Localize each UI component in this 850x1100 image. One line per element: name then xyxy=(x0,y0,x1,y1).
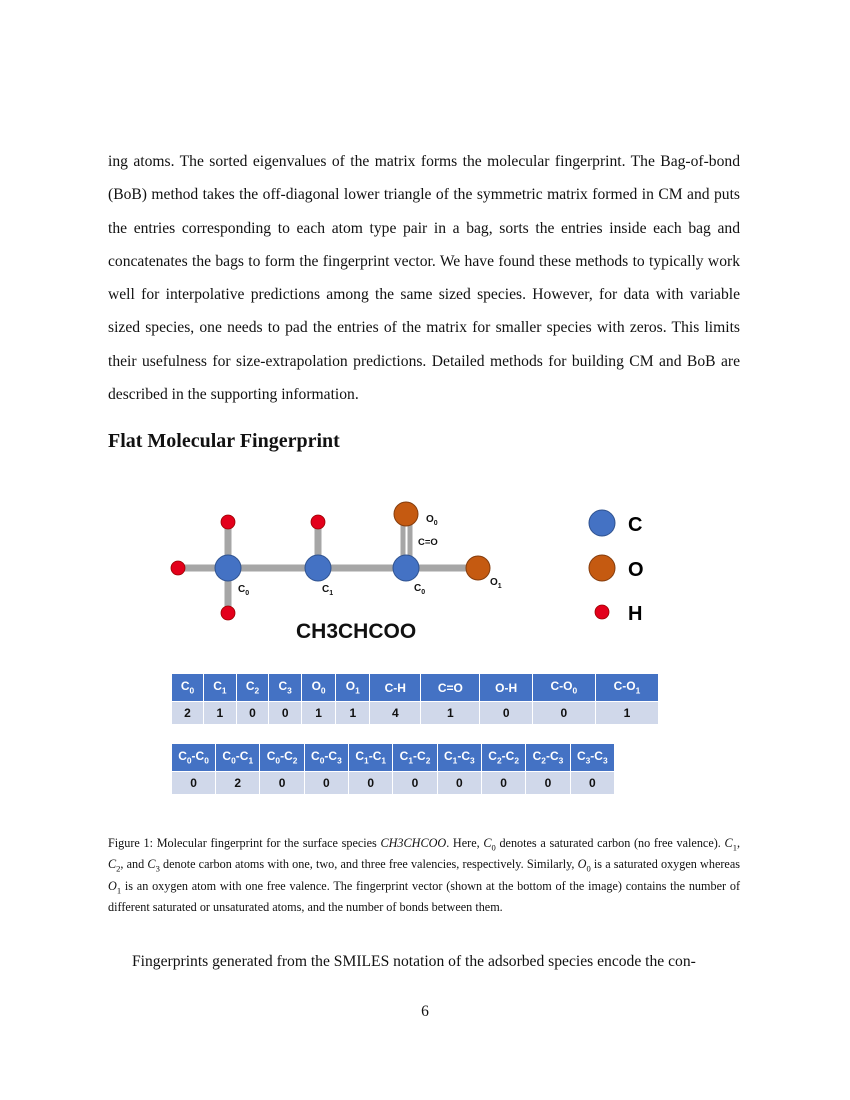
table2-value-row xyxy=(172,772,615,795)
table1-cell: 0 xyxy=(269,702,302,725)
body-paragraph-2: Fingerprints generated from the SMILES notation of the adsorbed species encode the con- xyxy=(132,953,696,970)
caption-label: Figure 1: xyxy=(108,836,153,850)
table2-header: $C_0-C_1$ xyxy=(216,744,260,772)
label-o1: $O_1$ xyxy=(490,577,502,590)
table2-cell: 0 xyxy=(172,772,216,795)
molecule-name: CH3CHCOO xyxy=(296,620,417,643)
table2-cell: 0 xyxy=(570,772,614,795)
carbon-atom-c0-right xyxy=(393,555,419,581)
table1-cell: 1 xyxy=(336,702,370,725)
table2-cell: 0 xyxy=(304,772,348,795)
label-c0-right: $C_0$ xyxy=(414,583,426,596)
table1-header: O-H xyxy=(480,674,532,702)
table1-header: $C-O_0$ xyxy=(532,674,595,702)
hydrogen-atom-top-c1 xyxy=(311,515,325,529)
table2-header: $C_1-C_3$ xyxy=(437,744,481,772)
table2-cell: 0 xyxy=(349,772,393,795)
figure-molecular-fingerprint xyxy=(108,490,740,810)
section-heading: Flat Molecular Fingerprint xyxy=(108,430,340,452)
label-double-bond: C=O xyxy=(418,537,438,548)
table2-header: $C_0-C_2$ xyxy=(260,744,304,772)
table2-cell: 0 xyxy=(260,772,304,795)
label-o0: $O_0$ xyxy=(426,514,438,527)
table2-header: $C_1-C_1$ xyxy=(349,744,393,772)
legend-oxygen-label: O xyxy=(628,559,644,581)
oxygen-atom-o0 xyxy=(394,502,418,526)
table1-cell: 4 xyxy=(370,702,421,725)
hydrogen-atom-left xyxy=(171,561,185,575)
atoms xyxy=(171,502,490,620)
table1-header: $C_2$ xyxy=(236,674,269,702)
carbon-atom-c0-left xyxy=(215,555,241,581)
table2-header: $C_0-C_3$ xyxy=(304,744,348,772)
table1-cell: 1 xyxy=(595,702,658,725)
table1-header: $C_1$ xyxy=(204,674,237,702)
table1-cell: 1 xyxy=(421,702,480,725)
table2-header: $C_2-C_3$ xyxy=(526,744,570,772)
table1-header: $C_3$ xyxy=(269,674,302,702)
table1-header: $O_0$ xyxy=(302,674,336,702)
table2-header: $C_2-C_2$ xyxy=(481,744,525,772)
table2-header-row xyxy=(172,744,615,772)
legend-hydrogen-label: H xyxy=(628,603,643,625)
table1-header: $O_1$ xyxy=(336,674,370,702)
table1-header: $C_0$ xyxy=(172,674,204,702)
table1-value-row xyxy=(172,702,659,725)
label-c0-left: $C_0$ xyxy=(238,584,250,597)
legend-oxygen-swatch xyxy=(589,555,615,581)
table1-header: C-H xyxy=(370,674,421,702)
table1-cell: 1 xyxy=(302,702,336,725)
legend xyxy=(589,510,644,625)
oxygen-atom-o1 xyxy=(466,556,490,580)
table2-cell: 0 xyxy=(393,772,437,795)
table2-header: $C_0-C_0$ xyxy=(172,744,216,772)
table1-header: C=O xyxy=(421,674,480,702)
table1-header: $C-O_1$ xyxy=(595,674,658,702)
hydrogen-atom-bottom-c0 xyxy=(221,606,235,620)
fingerprint-table-atoms-bonds xyxy=(172,674,659,724)
table2-cell: 2 xyxy=(216,772,260,795)
table1-cell: 0 xyxy=(236,702,269,725)
table2-cell: 0 xyxy=(526,772,570,795)
table1-cell: 0 xyxy=(480,702,532,725)
figure-caption: Figure 1: Molecular fingerprint for the surface species CH3CHCOO. Here, $C_0$ denotes a saturated carbon (no free valence). $C_1$, $C_2$, and $C_3$ denote carbon atoms with one, two, and three free valencies, respectively. Similarly, $O_0$ is a saturated oxygen whereas $O_1$ is an oxygen atom with one free valence. The fingerprint vector (shown at the bottom of the image) contains the number of different saturated or unsaturated atoms, and the number of bonds between them. xyxy=(108,836,740,915)
hydrogen-atom-top-c0 xyxy=(221,515,235,529)
legend-hydrogen-swatch xyxy=(595,605,609,619)
legend-carbon-label: C xyxy=(628,514,643,536)
body-paragraph-1: ing atoms. The sorted eigenvalues of the matrix forms the molecular fingerprint. The Bag-of-bond (BoB) method takes the off-diagonal lower triangle of the symmetric matrix formed in CM and puts the entries corresponding to each atom type pair in a bag, sorts the entries inside each bag and concatenates the bags to form the fingerprint vector. We have found these methods to typically work well for interpolative predictions among the same sized species. However, for data with variable sized species, one needs to pad the entries of the matrix for smaller species with zeros. This limits their usefulness for size-extrapolation predictions. Detailed methods for building CM and BoB are described in the supporting information. xyxy=(108,153,740,404)
table2-header: $C_3-C_3$ xyxy=(570,744,614,772)
fingerprint-table-carbon-pairs xyxy=(172,744,615,794)
table1-cell: 2 xyxy=(172,702,204,725)
carbon-atom-c1 xyxy=(305,555,331,581)
table2-cell: 0 xyxy=(481,772,525,795)
label-c1: $C_1$ xyxy=(322,584,334,597)
table1-cell: 1 xyxy=(204,702,237,725)
table1-cell: 0 xyxy=(532,702,595,725)
table1-header-row xyxy=(172,674,659,702)
table2-header: $C_1-C_2$ xyxy=(393,744,437,772)
legend-carbon-swatch xyxy=(589,510,615,536)
table2-cell: 0 xyxy=(437,772,481,795)
page-number: 6 xyxy=(421,1003,429,1020)
